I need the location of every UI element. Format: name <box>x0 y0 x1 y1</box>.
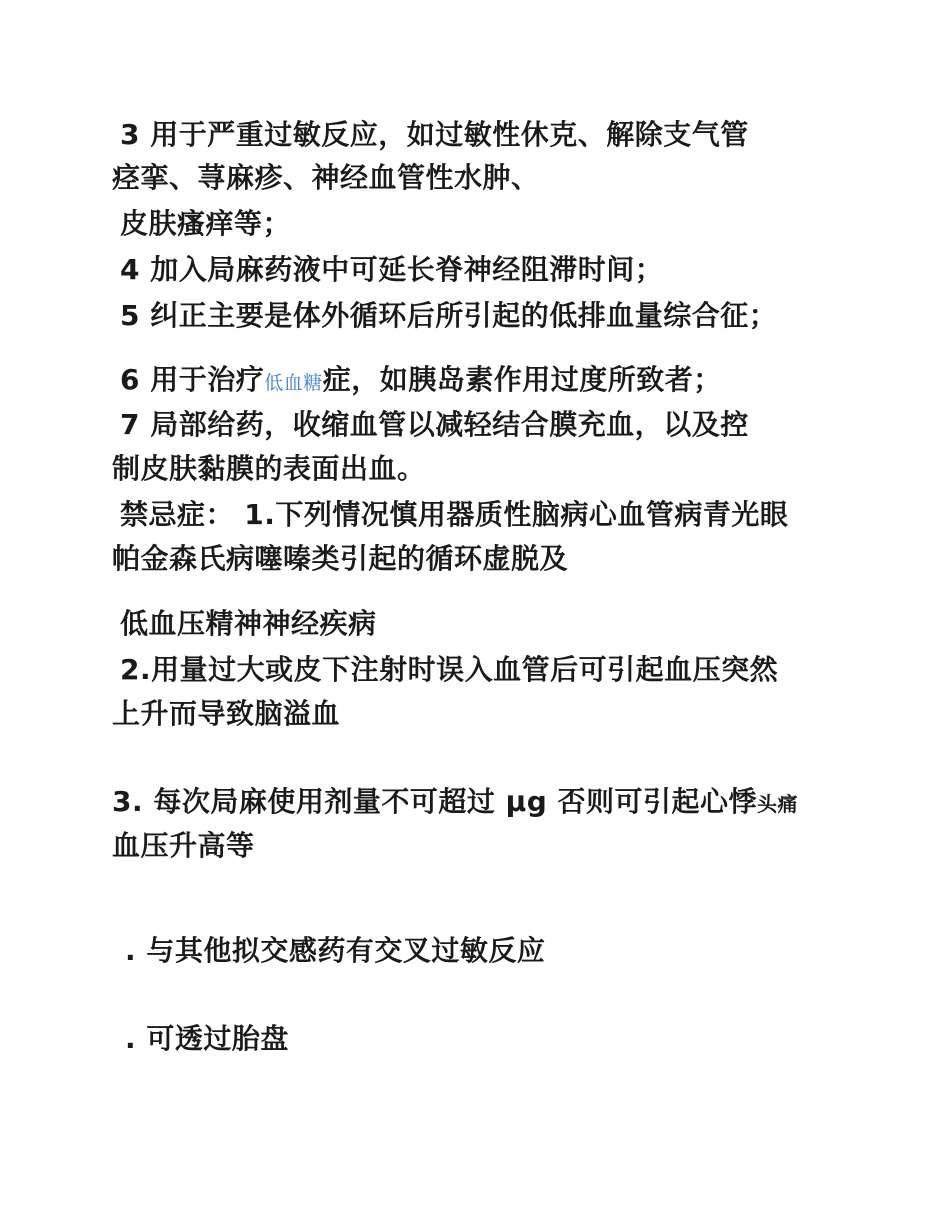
text-line-6 <box>120 360 722 403</box>
text-line-2: 痉挛、荨麻疹、神经血管性水肿、 <box>112 161 540 194</box>
text-line-11: 低血压精神神经疾病 <box>120 607 377 640</box>
text-line-8: 制皮肤黏膜的表面出血。 <box>112 452 426 485</box>
text-line-15: 血压升高等 <box>112 829 255 862</box>
text-line-6-end: 症，如胰岛素作用过度所致者； <box>322 363 722 396</box>
text-line-9: 禁忌症： 1.下列情况慎用器质性脑病心血管病青光眼 <box>120 498 789 531</box>
text-line-12: 2.用量过大或皮下注射时误入血管后可引起血压突然 <box>120 653 779 686</box>
text-line-6-start: 6 用于治疗 <box>120 363 265 396</box>
text-line-17: . 可透过胎盘 <box>125 1022 289 1055</box>
text-line-4: 4 加入局麻药液中可延长脊神经阻滞时间； <box>120 253 664 286</box>
hypoglycemia-link[interactable]: 低血糖 <box>264 372 323 394</box>
text-line-7: 7 局部给药，收缩血管以减轻结合膜充血，以及控 <box>120 408 749 441</box>
text-line-14-start: 3. 每次局麻使用剂量不可超过 μg 否则可引起心悸 <box>112 785 758 818</box>
text-line-3: 皮肤瘙痒等； <box>120 207 292 240</box>
text-line-13: 上升而导致脑溢血 <box>112 697 341 730</box>
headache-term: 头痛 <box>757 792 799 816</box>
text-line-16: . 与其他拟交感药有交叉过敏反应 <box>125 934 546 967</box>
text-line-1: 3 用于严重过敏反应，如过敏性休克、解除支气管 <box>120 118 749 151</box>
text-line-10: 帕金森氏病噻嗪类引起的循环虚脱及 <box>112 542 569 575</box>
text-line-5: 5 纠正主要是体外循环后所引起的低排血量综合征； <box>120 299 778 332</box>
text-line-14 <box>112 782 798 824</box>
